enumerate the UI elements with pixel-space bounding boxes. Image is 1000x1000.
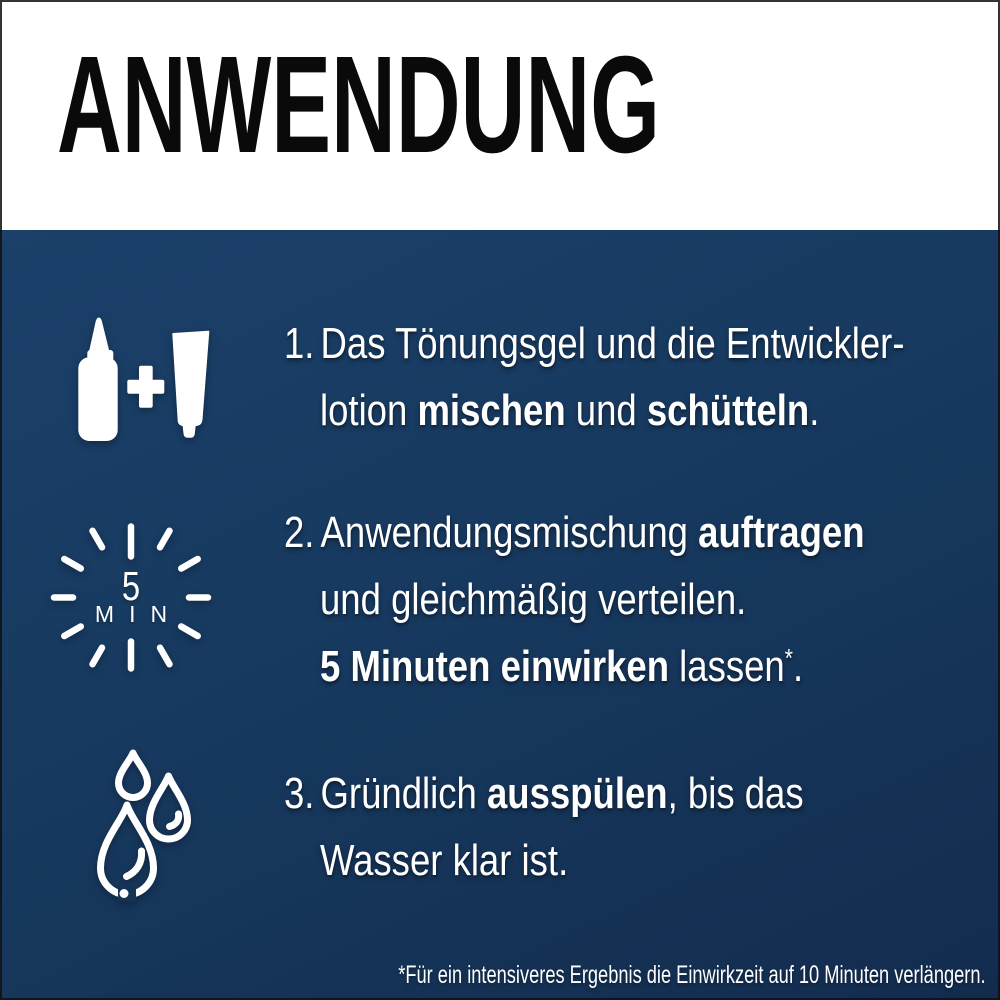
text-segment: .: [792, 642, 804, 691]
bottle-plus-tube-icon: [76, 314, 216, 446]
text-segment-bold: mischen: [417, 386, 566, 435]
bottle-body: [79, 358, 116, 440]
page-title: ANWENDUNG: [57, 28, 660, 182]
step-1-line-2: [320, 377, 911, 444]
tube-cap: [184, 425, 195, 437]
drop-large: [101, 805, 154, 895]
step-3-line-1: [284, 760, 804, 827]
text-segment: lassen: [669, 642, 785, 691]
text-segment: , bis das: [667, 769, 804, 818]
step-2-line-3: [320, 633, 871, 700]
step-3-text: [284, 760, 910, 894]
step-2-line-2: [320, 566, 871, 633]
step-2-text: [284, 499, 983, 700]
drop-medium-shine: [170, 814, 179, 827]
text-segment-bold: schütteln: [646, 386, 810, 435]
footnote: *Für ein intensiveres Ergebnis die Einwirkzeit auf 10 Minuten verlängern.: [398, 961, 986, 989]
text-segment-bold: auftragen: [698, 508, 865, 557]
text-segment: lotion: [320, 386, 418, 435]
text-segment: und gleichmäßig verteilen.: [320, 575, 747, 624]
step-2-line-1: [284, 499, 865, 566]
asterisk-superscript: *: [784, 644, 793, 673]
header-band: [0, 0, 1000, 230]
step-2-number: 2.: [284, 508, 315, 557]
drop-small: [119, 753, 148, 798]
text-segment: Das Tönungsgel und die Entwickler-: [320, 319, 905, 368]
drop-large-dot: [120, 889, 129, 898]
text-segment-bold: ausspülen: [486, 769, 668, 818]
timer-value: 5: [121, 563, 141, 609]
plus-vertical: [140, 367, 152, 407]
bottle-nozzle: [90, 319, 110, 355]
tube-body: [173, 332, 208, 425]
text-segment: und: [565, 386, 647, 435]
text-segment: Wasser klar ist.: [320, 836, 569, 885]
step-1-line-1: [284, 310, 904, 377]
text-segment: Gründlich: [320, 769, 487, 818]
text-segment-bold: 5 Minuten einwirken: [320, 642, 670, 691]
step-1-text: [284, 310, 1000, 444]
drop-large-shine: [127, 851, 142, 877]
water-drops-icon: [88, 745, 198, 905]
step-3-line-2: [320, 827, 810, 894]
step-3-number: 3.: [284, 769, 315, 818]
text-segment: Anwendungsmischung: [320, 508, 699, 557]
step-1-number: 1.: [284, 319, 315, 368]
text-segment: .: [809, 386, 820, 435]
timer-unit: MIN: [94, 601, 183, 627]
